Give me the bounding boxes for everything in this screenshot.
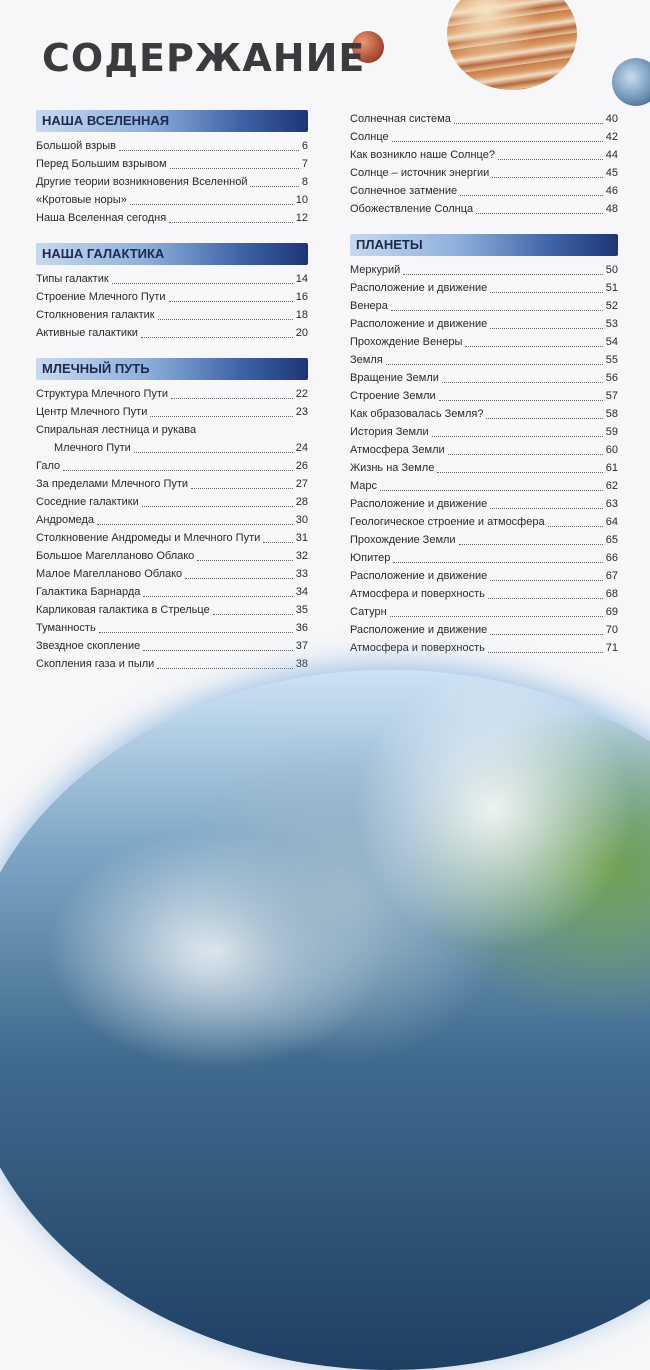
toc-entry-page: 64 bbox=[605, 516, 618, 528]
dot-leader bbox=[392, 141, 603, 142]
toc-entry bbox=[350, 369, 618, 387]
toc-entry bbox=[350, 128, 618, 146]
toc-entry-title: Расположение и движение bbox=[350, 318, 488, 330]
toc-entry-page: 18 bbox=[295, 309, 308, 321]
toc-entry bbox=[36, 655, 308, 673]
toc-entry bbox=[350, 441, 618, 459]
toc-entry bbox=[350, 531, 618, 549]
toc-entry bbox=[350, 621, 618, 639]
dot-leader bbox=[386, 364, 603, 365]
toc-entry-title: Расположение и движение bbox=[350, 498, 488, 510]
toc-entry-page: 8 bbox=[301, 176, 308, 188]
toc-entry-page: 24 bbox=[295, 442, 308, 454]
toc-entry-title: Галактика Барнарда bbox=[36, 586, 141, 598]
toc-entry-page: 31 bbox=[295, 532, 308, 544]
toc-entry-page: 48 bbox=[605, 203, 618, 215]
toc-entry bbox=[350, 182, 618, 200]
toc-entry-title: Юпитер bbox=[350, 552, 391, 564]
toc-entry-page: 55 bbox=[605, 354, 618, 366]
dot-leader bbox=[486, 418, 602, 419]
toc-entry bbox=[350, 477, 618, 495]
toc-entry bbox=[36, 583, 308, 601]
toc-entry-page: 65 bbox=[605, 534, 618, 546]
dot-leader bbox=[465, 346, 602, 347]
toc-entry bbox=[36, 403, 308, 421]
toc-entry bbox=[36, 511, 308, 529]
toc-entry-title: Земля bbox=[350, 354, 383, 366]
dot-leader bbox=[112, 283, 293, 284]
toc-entry bbox=[36, 457, 308, 475]
toc-section bbox=[350, 110, 618, 218]
dot-leader bbox=[157, 668, 292, 669]
toc-entry-page: 46 bbox=[605, 185, 618, 197]
toc-entry-title: Большое Магелланово Облако bbox=[36, 550, 195, 562]
toc-entry bbox=[350, 146, 618, 164]
toc-entry-title: Туманность bbox=[36, 622, 96, 634]
toc-entry-title: Скопления газа и пыли bbox=[36, 658, 155, 670]
toc-entry bbox=[350, 164, 618, 182]
dot-leader bbox=[263, 542, 292, 543]
dot-leader bbox=[490, 328, 603, 329]
toc-entry-page: 12 bbox=[295, 212, 308, 224]
planet-image bbox=[612, 58, 650, 106]
toc-entry bbox=[36, 137, 308, 155]
toc-entry-page: 27 bbox=[295, 478, 308, 490]
toc-entry-page: 50 bbox=[605, 264, 618, 276]
toc-entry-title: Строение Млечного Пути bbox=[36, 291, 166, 303]
dot-leader bbox=[459, 544, 603, 545]
toc-entry-title: Сатурн bbox=[350, 606, 387, 618]
dot-leader bbox=[142, 506, 293, 507]
toc-entry-page: 66 bbox=[605, 552, 618, 564]
page-title: СОДЕРЖАНИЕ bbox=[42, 36, 366, 80]
toc-entry bbox=[350, 315, 618, 333]
toc-entry bbox=[350, 513, 618, 531]
toc-entry bbox=[36, 173, 308, 191]
toc-entry-page: 51 bbox=[605, 282, 618, 294]
toc-entry-title: Как возникло наше Солнце? bbox=[350, 149, 495, 161]
toc-entry-page: 67 bbox=[605, 570, 618, 582]
dot-leader bbox=[150, 416, 292, 417]
earth-image bbox=[0, 670, 650, 1370]
toc-entry-title: Жизнь на Земле bbox=[350, 462, 435, 474]
toc-entry-title: Вращение Земли bbox=[350, 372, 439, 384]
dot-leader bbox=[476, 213, 603, 214]
dot-leader bbox=[185, 578, 293, 579]
toc-entry-title: Большой взрыв bbox=[36, 140, 117, 152]
toc-entry bbox=[36, 637, 308, 655]
toc-entry bbox=[36, 439, 308, 457]
dot-leader bbox=[99, 632, 293, 633]
toc-left-column bbox=[36, 110, 308, 689]
dot-leader bbox=[490, 634, 603, 635]
toc-entry-page: 30 bbox=[295, 514, 308, 526]
toc-entry-title: Гало bbox=[36, 460, 61, 472]
toc-entry bbox=[36, 209, 308, 227]
toc-entry-page: 54 bbox=[605, 336, 618, 348]
dot-leader bbox=[437, 472, 602, 473]
dot-leader bbox=[454, 123, 603, 124]
toc-entry-page: 16 bbox=[295, 291, 308, 303]
toc-right-column bbox=[350, 110, 618, 673]
toc-entry bbox=[36, 547, 308, 565]
toc-section bbox=[36, 243, 308, 342]
toc-entry bbox=[36, 306, 308, 324]
toc-entry bbox=[36, 288, 308, 306]
toc-entry bbox=[36, 270, 308, 288]
toc-entry-page: 69 bbox=[605, 606, 618, 618]
toc-entry-page: 63 bbox=[605, 498, 618, 510]
toc-entry bbox=[350, 603, 618, 621]
dot-leader bbox=[498, 159, 603, 160]
dot-leader bbox=[63, 470, 293, 471]
toc-entry-title: Наша Вселенная сегодня bbox=[36, 212, 167, 224]
toc-entry-page: 36 bbox=[295, 622, 308, 634]
toc-entry-title: Солнце – источник энергии bbox=[350, 167, 490, 179]
toc-entry bbox=[350, 567, 618, 585]
dot-leader bbox=[490, 508, 603, 509]
toc-entry-title: Млечного Пути bbox=[54, 442, 131, 454]
dot-leader bbox=[169, 301, 293, 302]
toc-entry-title: Меркурий bbox=[350, 264, 401, 276]
dot-leader bbox=[197, 560, 292, 561]
dot-leader bbox=[119, 150, 299, 151]
toc-section bbox=[36, 110, 308, 227]
toc-entry-title: Малое Магелланово Облако bbox=[36, 568, 183, 580]
dot-leader bbox=[391, 310, 603, 311]
dot-leader bbox=[492, 177, 602, 178]
dot-leader bbox=[393, 562, 602, 563]
toc-entry bbox=[36, 385, 308, 403]
toc-entry-page: 40 bbox=[605, 113, 618, 125]
toc-entry bbox=[350, 585, 618, 603]
dot-leader bbox=[442, 382, 603, 383]
dot-leader bbox=[170, 168, 299, 169]
toc-section bbox=[350, 234, 618, 657]
toc-entry bbox=[350, 279, 618, 297]
toc-entry bbox=[350, 495, 618, 513]
toc-entry-page: 70 bbox=[605, 624, 618, 636]
dot-leader bbox=[448, 454, 603, 455]
toc-entry-page: 61 bbox=[605, 462, 618, 474]
toc-entry-title: Перед Большим взрывом bbox=[36, 158, 167, 170]
toc-entry-page: 35 bbox=[295, 604, 308, 616]
toc-entry-title: Столкновения галактик bbox=[36, 309, 155, 321]
toc-entry bbox=[350, 261, 618, 279]
toc-entry-page: 59 bbox=[605, 426, 618, 438]
dot-leader bbox=[250, 186, 298, 187]
toc-entry-page: 26 bbox=[295, 460, 308, 472]
toc-entry-page: 33 bbox=[295, 568, 308, 580]
toc-entry bbox=[36, 475, 308, 493]
dot-leader bbox=[169, 222, 293, 223]
toc-entry-page: 7 bbox=[301, 158, 308, 170]
toc-entry-title: История Земли bbox=[350, 426, 429, 438]
toc-entry bbox=[350, 549, 618, 567]
toc-entry-title: Структура Млечного Пути bbox=[36, 388, 169, 400]
toc-entry-page: 22 bbox=[295, 388, 308, 400]
toc-entry-page: 57 bbox=[605, 390, 618, 402]
toc-entry-title: Звездное скопление bbox=[36, 640, 141, 652]
toc-entry-page: 14 bbox=[295, 273, 308, 285]
dot-leader bbox=[134, 452, 293, 453]
toc-entry-page: 34 bbox=[295, 586, 308, 598]
toc-entry-page: 6 bbox=[301, 140, 308, 152]
dot-leader bbox=[158, 319, 293, 320]
toc-entry-title: Атмосфера и поверхность bbox=[350, 588, 485, 600]
toc-entry bbox=[36, 565, 308, 583]
dot-leader bbox=[141, 337, 293, 338]
toc-entry bbox=[350, 423, 618, 441]
toc-entry-page: 20 bbox=[295, 327, 308, 339]
toc-entry-title: Столкновение Андромеды и Млечного Пути bbox=[36, 532, 261, 544]
toc-entry-page: 42 bbox=[605, 131, 618, 143]
toc-entry-page: 60 bbox=[605, 444, 618, 456]
toc-entry-title: Андромеда bbox=[36, 514, 95, 526]
dot-leader bbox=[130, 204, 293, 205]
dot-leader bbox=[488, 598, 603, 599]
toc-entry-page: 44 bbox=[605, 149, 618, 161]
toc-entry-title: Солнечное затмение bbox=[350, 185, 458, 197]
toc-entry-page: 58 bbox=[605, 408, 618, 420]
toc-entry-title: Другие теории возникновения Вселенной bbox=[36, 176, 248, 188]
toc-entry-title: Расположение и движение bbox=[350, 570, 488, 582]
toc-section bbox=[36, 358, 308, 673]
toc-entry bbox=[36, 601, 308, 619]
toc-entry bbox=[350, 333, 618, 351]
dot-leader bbox=[171, 398, 293, 399]
dot-leader bbox=[432, 436, 603, 437]
toc-entry-page: 37 bbox=[295, 640, 308, 652]
toc-entry bbox=[36, 619, 308, 637]
toc-entry-title: За пределами Млечного Пути bbox=[36, 478, 189, 490]
toc-entry-title-part: Спиральная лестница и рукава bbox=[36, 424, 197, 436]
toc-entry bbox=[36, 324, 308, 342]
toc-entry-page: 52 bbox=[605, 300, 618, 312]
toc-entry-title: «Кротовые норы» bbox=[36, 194, 127, 206]
toc-entry-title: Солнечная система bbox=[350, 113, 451, 125]
toc-entry bbox=[350, 297, 618, 315]
toc-entry-title: Солнце bbox=[350, 131, 389, 143]
section-header: МЛЕЧНЫЙ ПУТЬ bbox=[36, 358, 308, 380]
section-header: НАША ГАЛАКТИКА bbox=[36, 243, 308, 265]
toc-entry-page: 62 bbox=[605, 480, 618, 492]
toc-entry-title: Карликовая галактика в Стрельце bbox=[36, 604, 210, 616]
toc-entry-title: Соседние галактики bbox=[36, 496, 139, 508]
toc-entry-title: Как образовалась Земля? bbox=[350, 408, 484, 420]
toc-entry-title: Прохождение Венеры bbox=[350, 336, 463, 348]
toc-entry-page: 23 bbox=[295, 406, 308, 418]
toc-entry-page: 28 bbox=[295, 496, 308, 508]
toc-entry bbox=[36, 493, 308, 511]
toc-entry bbox=[36, 191, 308, 209]
toc-entry-page: 71 bbox=[605, 642, 618, 654]
dot-leader bbox=[490, 292, 603, 293]
dot-leader bbox=[213, 614, 293, 615]
dot-leader bbox=[390, 616, 603, 617]
dot-leader bbox=[143, 596, 292, 597]
toc-entry-title: Прохождение Земли bbox=[350, 534, 456, 546]
section-header: ПЛАНЕТЫ bbox=[350, 234, 618, 256]
toc-entry-title: Расположение и движение bbox=[350, 624, 488, 636]
toc-entry-page: 32 bbox=[295, 550, 308, 562]
toc-entry-title: Атмосфера Земли bbox=[350, 444, 445, 456]
toc-entry bbox=[36, 155, 308, 173]
toc-entry bbox=[350, 351, 618, 369]
jupiter-image bbox=[447, 0, 577, 90]
toc-entry-title: Расположение и движение bbox=[350, 282, 488, 294]
toc-entry-title: Марс bbox=[350, 480, 378, 492]
toc-entry-page: 56 bbox=[605, 372, 618, 384]
toc-entry bbox=[350, 110, 618, 128]
toc-entry-page: 38 bbox=[295, 658, 308, 670]
toc-entry-title: Строение Земли bbox=[350, 390, 436, 402]
dot-leader bbox=[191, 488, 293, 489]
toc-entry bbox=[350, 459, 618, 477]
toc-entry-title: Типы галактик bbox=[36, 273, 109, 285]
toc-entry-page: 53 bbox=[605, 318, 618, 330]
section-header: НАША ВСЕЛЕННАЯ bbox=[36, 110, 308, 132]
toc-entry-title: Атмосфера и поверхность bbox=[350, 642, 485, 654]
toc-entry-page: 45 bbox=[605, 167, 618, 179]
toc-entry bbox=[350, 387, 618, 405]
toc-entry-title: Активные галактики bbox=[36, 327, 138, 339]
dot-leader bbox=[97, 524, 293, 525]
toc-entry-title: Обожествление Солнца bbox=[350, 203, 474, 215]
dot-leader bbox=[460, 195, 603, 196]
dot-leader bbox=[380, 490, 603, 491]
dot-leader bbox=[143, 650, 293, 651]
dot-leader bbox=[548, 526, 603, 527]
dot-leader bbox=[439, 400, 603, 401]
toc-entry-title: Центр Млечного Пути bbox=[36, 406, 148, 418]
toc-entry-title: Геологическое строение и атмосфера bbox=[350, 516, 545, 528]
toc-entry-page: 68 bbox=[605, 588, 618, 600]
toc-entry bbox=[350, 200, 618, 218]
toc-entry bbox=[350, 639, 618, 657]
dot-leader bbox=[488, 652, 603, 653]
dot-leader bbox=[403, 274, 603, 275]
toc-entry bbox=[350, 405, 618, 423]
dot-leader bbox=[490, 580, 603, 581]
toc-entry bbox=[36, 529, 308, 547]
toc-entry-page: 10 bbox=[295, 194, 308, 206]
toc-entry-title: Венера bbox=[350, 300, 388, 312]
